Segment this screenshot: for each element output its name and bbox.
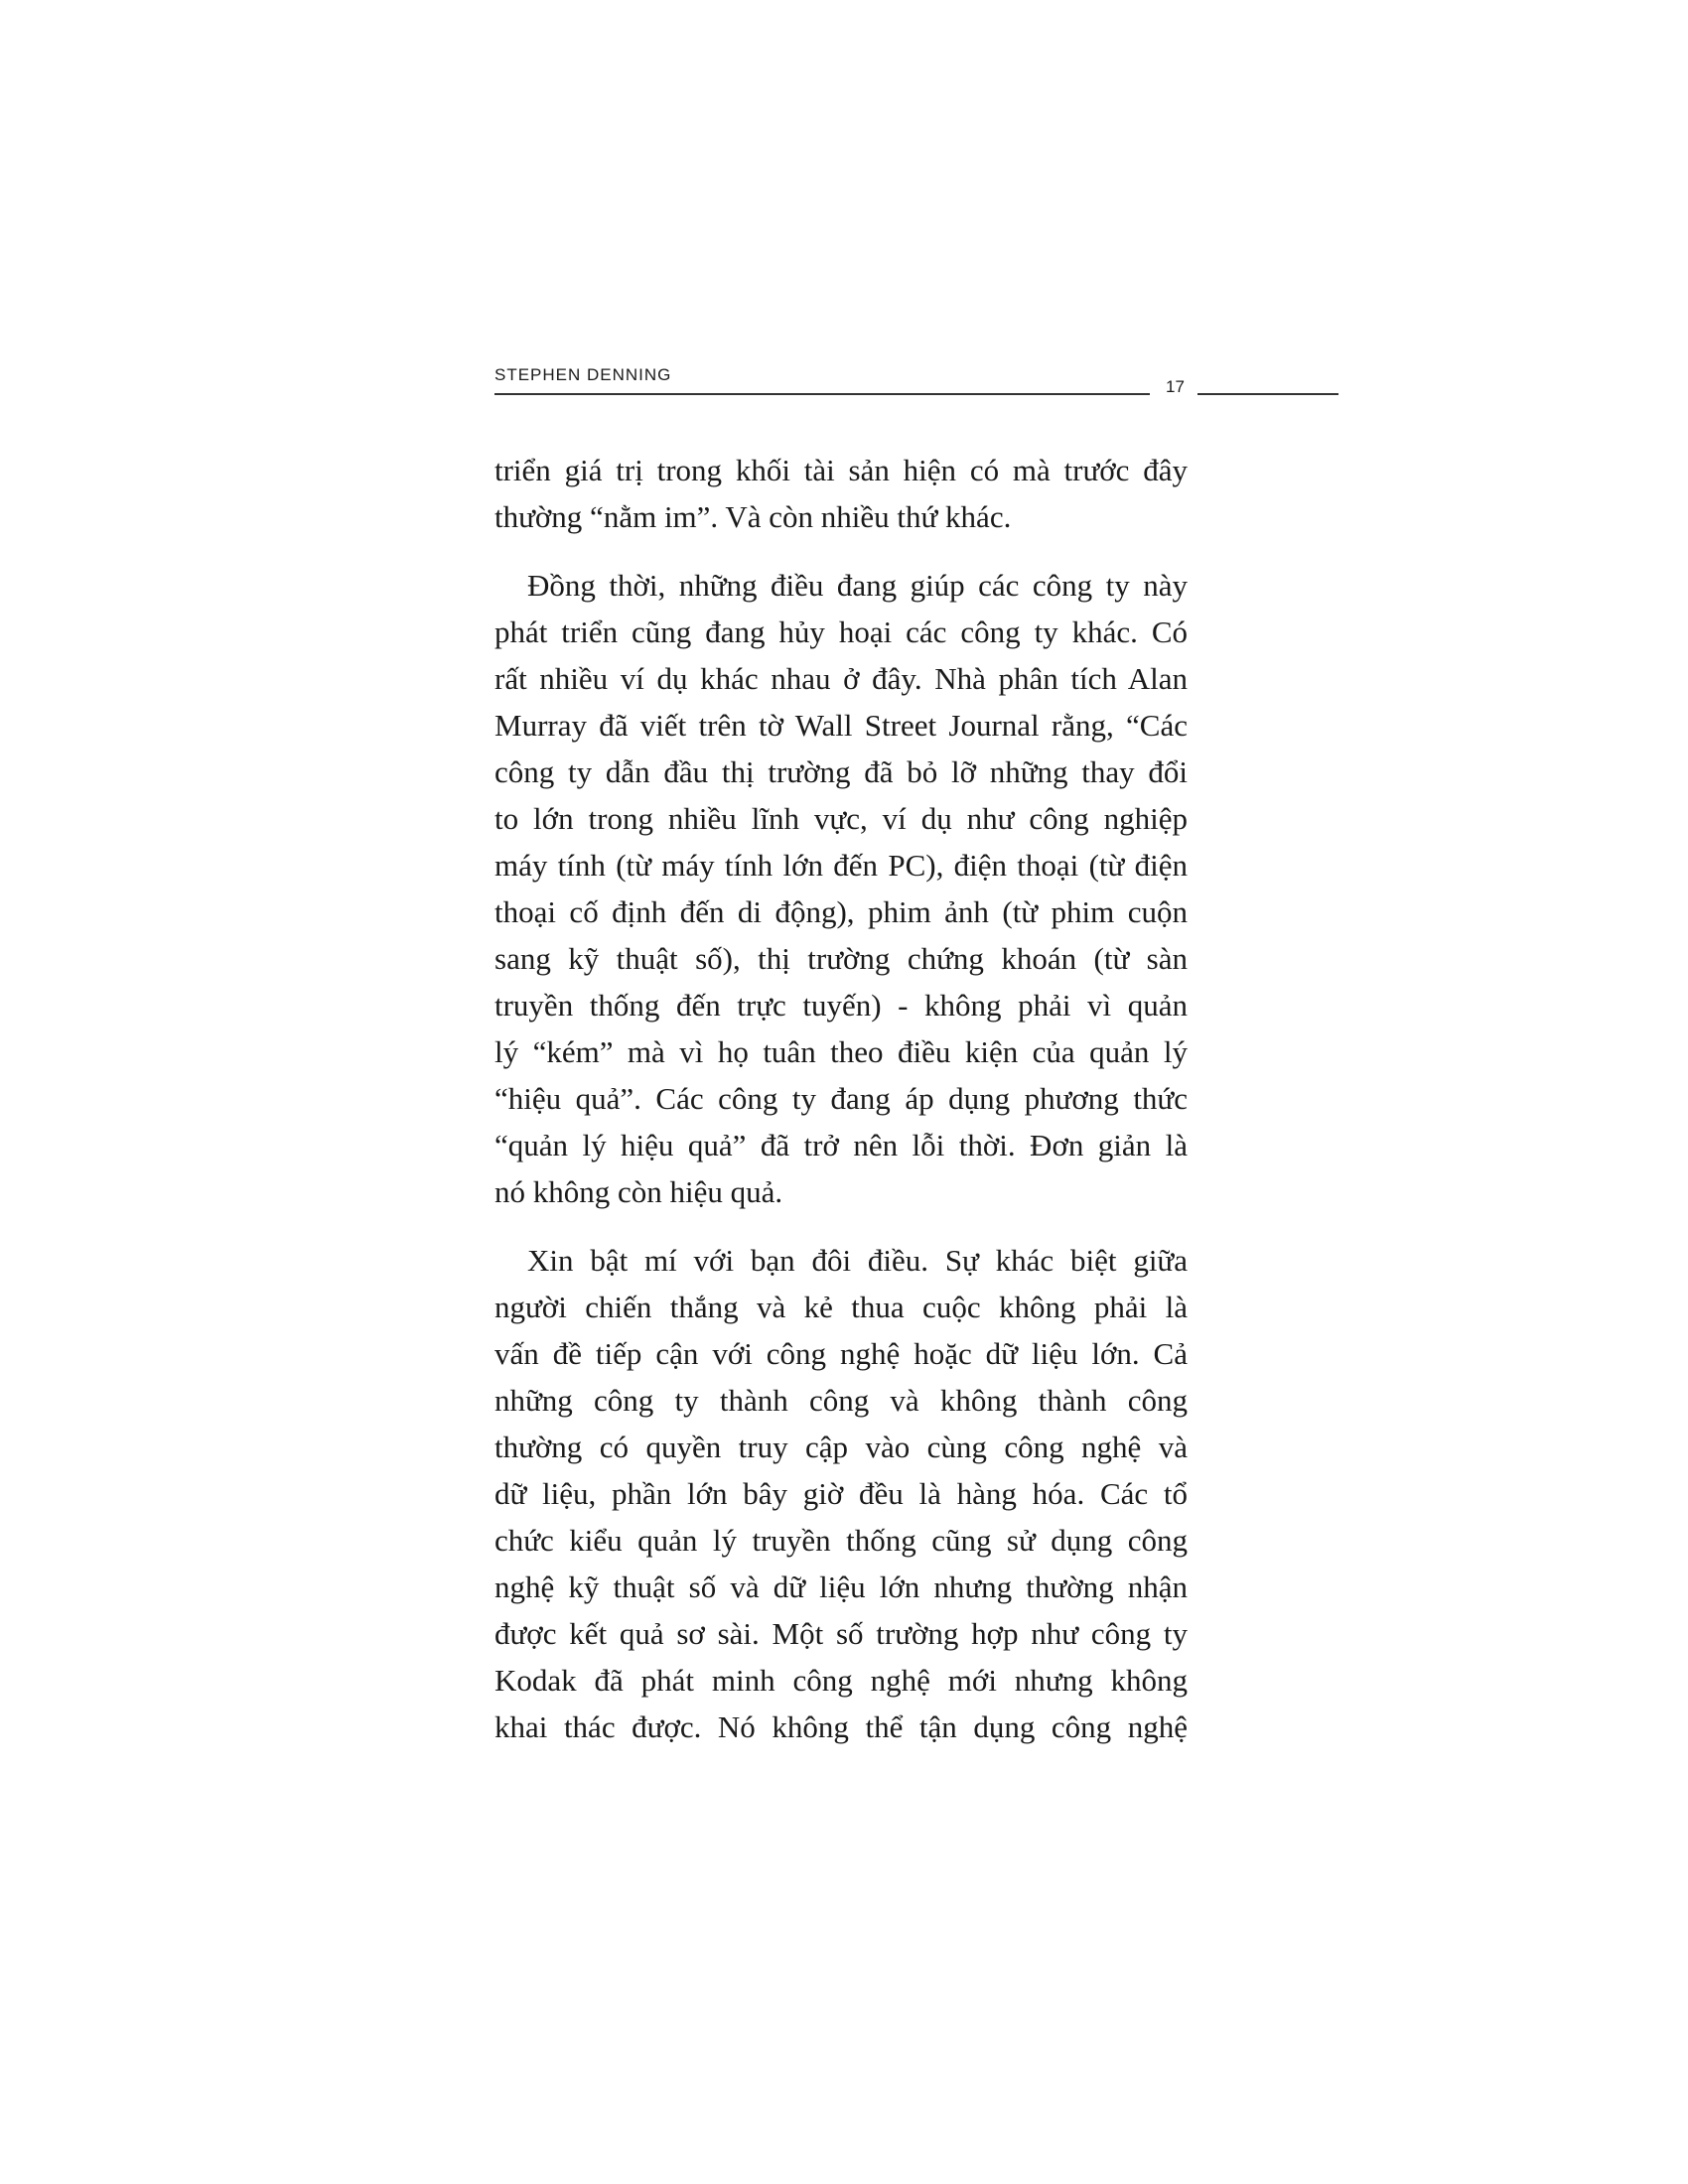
text-line: sang kỹ thuật số), thị trường chứng khoán (từ sàn [494, 941, 1188, 976]
text-line: những công ty thành công và không thành công [494, 1383, 1188, 1418]
running-header [494, 365, 1338, 405]
paragraph-3 [494, 1237, 1188, 1750]
text-line: được kết quả sơ sài. Một số trường hợp như công ty [494, 1616, 1188, 1651]
text-line: thường “nằm im”. Và còn nhiều thứ khác. [494, 499, 1012, 534]
text-line: máy tính (từ máy tính lớn đến PC), điện thoại (từ điện [494, 848, 1188, 883]
text-line: triển giá trị trong khối tài sản hiện có mà trước đây [494, 453, 1188, 487]
paragraph-1 [494, 447, 1188, 540]
text-line: rất nhiều ví dụ khác nhau ở đây. Nhà phân tích Alan [494, 661, 1188, 696]
running-head-author: STEPHEN DENNING [494, 365, 672, 384]
header-rule-left [494, 393, 1150, 395]
text-line: chức kiểu quản lý truyền thống cũng sử dụng công [494, 1523, 1188, 1558]
text-line: “hiệu quả”. Các công ty đang áp dụng phương thức [494, 1081, 1188, 1116]
text-line: dữ liệu, phần lớn bây giờ đều là hàng hóa. Các tổ [494, 1476, 1188, 1511]
text-line: thường có quyền truy cập vào cùng công nghệ và [494, 1430, 1188, 1464]
text-line: nghệ kỹ thuật số và dữ liệu lớn nhưng thường nhận [494, 1570, 1188, 1604]
text-line: Xin bật mí với bạn đôi điều. Sự khác biệt giữa [527, 1243, 1188, 1278]
text-line: phát triển cũng đang hủy hoại các công ty khác. Có [494, 614, 1188, 649]
text-line: truyền thống đến trực tuyến) - không phải vì quản [494, 988, 1188, 1023]
text-line: Đồng thời, những điều đang giúp các công ty này [527, 568, 1188, 603]
text-line: lý “kém” mà vì họ tuân theo điều kiện của quản lý [494, 1034, 1188, 1069]
text-line: công ty dẫn đầu thị trường đã bỏ lỡ những thay đổi [494, 754, 1188, 789]
page-number: 17 [1166, 377, 1185, 396]
text-line: Kodak đã phát minh công nghệ mới nhưng không [494, 1663, 1188, 1698]
text-line: “quản lý hiệu quả” đã trở nên lỗi thời. Đơn giản là [494, 1128, 1188, 1162]
header-rule-right [1197, 393, 1338, 395]
text-line: Murray đã viết trên tờ Wall Street Journal rằng, “Các [494, 708, 1188, 743]
text-line: người chiến thắng và kẻ thua cuộc không phải là [494, 1290, 1188, 1324]
text-line: nó không còn hiệu quả. [494, 1174, 783, 1209]
text-line: vấn đề tiếp cận với công nghệ hoặc dữ liệu lớn. Cả [494, 1336, 1188, 1371]
text-line: thoại cố định đến di động), phim ảnh (từ phim cuộn [494, 894, 1188, 929]
text-line: khai thác được. Nó không thể tận dụng công nghệ [494, 1709, 1188, 1744]
paragraph-2 [494, 562, 1188, 1215]
body-text [494, 447, 1188, 1772]
text-line: to lớn trong nhiều lĩnh vực, ví dụ như công nghiệp [494, 801, 1188, 836]
